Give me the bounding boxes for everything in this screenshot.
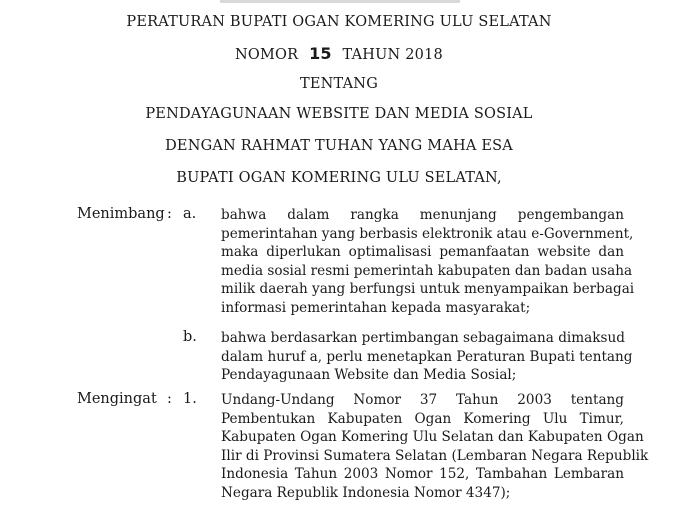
menimbang-item-a xyxy=(221,206,635,318)
paragraph-line: milik daerah yang berfungsi untuk menyampaikan berbagai xyxy=(221,281,635,298)
paragraph-line: Ilir di Provinsi Sumatera Selatan (Lembaran Negara Republik xyxy=(221,447,649,464)
scan-artifact xyxy=(220,0,460,3)
paragraph-line: Undang-Undang Nomor 37 Tahun 2003 tentang xyxy=(221,392,624,408)
paragraph-line: Pendayagunaan Website dan Media Sosial; xyxy=(221,367,517,384)
tentang-heading: TENTANG xyxy=(300,76,378,92)
menimbang-item-b-marker: b. xyxy=(183,329,197,345)
nomor-value: 15 xyxy=(309,44,332,63)
paragraph-line: bahwa berdasarkan pertimbangan sebagaimana dimaksud xyxy=(221,330,625,346)
paragraph-line: bahwa dalam rangka menunjang pengembangan xyxy=(221,207,624,223)
mengingat-item-1-marker: 1. xyxy=(183,391,197,407)
paragraph-line: Indonesia Tahun 2003 Nomor 152, Tambahan Lembaran xyxy=(221,466,624,483)
nomor-suffix: TAHUN 2018 xyxy=(342,47,443,63)
paragraph-line: Negara Republik Indonesia Nomor 4347); xyxy=(221,484,511,501)
authority: BUPATI OGAN KOMERING ULU SELATAN, xyxy=(176,170,502,186)
regulation-number-line xyxy=(0,44,678,63)
mengingat-label: Mengingat xyxy=(77,391,157,407)
nomor-prefix: NOMOR xyxy=(235,47,299,63)
paragraph-line: maka diperlukan optimalisasi pemanfaatan website dan xyxy=(221,244,624,261)
menimbang-item-b xyxy=(221,329,633,385)
mengingat-colon: : xyxy=(167,391,172,407)
preamble: DENGAN RAHMAT TUHAN YANG MAHA ESA xyxy=(165,138,513,154)
menimbang-colon: : xyxy=(167,206,172,222)
paragraph-line: informasi pemerintahan kepada masyarakat; xyxy=(221,299,531,316)
menimbang-item-a-marker: a. xyxy=(183,206,197,222)
paragraph-line: pemerintahan yang berbasis elektronik atau e-Government, xyxy=(221,225,634,242)
paragraph-line: Pembentukan Kabupaten Ogan Komering Ulu Timur, xyxy=(221,410,624,427)
paragraph-line: dalam huruf a, perlu menetapkan Peraturan Bupati tentang xyxy=(221,348,633,365)
regulation-subject: PENDAYAGUNAAN WEBSITE DAN MEDIA SOSIAL xyxy=(145,106,533,122)
paragraph-line: media sosial resmi pemerintah kabupaten dan badan usaha xyxy=(221,262,633,279)
menimbang-label: Menimbang xyxy=(77,206,165,222)
regulation-title: PERATURAN BUPATI OGAN KOMERING ULU SELATAN xyxy=(126,14,552,30)
mengingat-item-1 xyxy=(221,391,649,503)
paragraph-line: Kabupaten Ogan Komering Ulu Selatan dan Kabupaten Ogan xyxy=(221,429,644,446)
